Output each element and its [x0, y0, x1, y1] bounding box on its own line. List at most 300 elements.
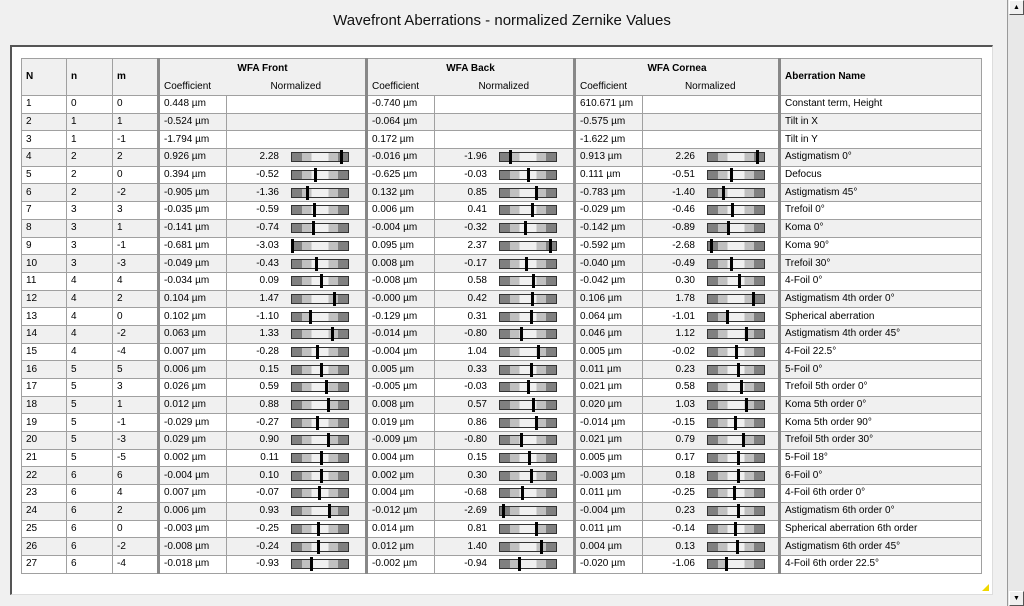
cell-cornea-coefficient: -1.622 µm: [575, 131, 643, 149]
normalized-value-gauge: [435, 309, 573, 325]
normalized-value-gauge: [227, 326, 365, 342]
header-back-normalized: Normalized: [435, 79, 575, 95]
normalized-value-gauge: [435, 326, 573, 342]
cell-front-coefficient: -1.794 µm: [159, 131, 227, 149]
cell-m: 0: [113, 96, 159, 114]
gauge-marker: [530, 363, 533, 377]
gauge-marker: [733, 486, 736, 500]
gauge-bar: [499, 400, 557, 410]
cell-n: 3: [67, 202, 113, 220]
normalized-value-gauge: [227, 362, 365, 378]
cell-m: -2: [113, 538, 159, 556]
cell-cornea-coefficient: 0.913 µm: [575, 149, 643, 167]
cell-n: 4: [67, 325, 113, 343]
normalized-value-gauge: [435, 556, 573, 572]
cell-N: 5: [22, 166, 67, 184]
cell-cornea-normalized: [643, 113, 780, 131]
cell-N: 26: [22, 538, 67, 556]
gauge-marker: [535, 416, 538, 430]
normalized-value: -0.24: [256, 540, 279, 552]
table-row[interactable]: [22, 96, 982, 114]
cell-n: 5: [67, 414, 113, 432]
table-row[interactable]: [22, 219, 982, 237]
gauge-marker: [316, 416, 319, 430]
table-row[interactable]: [22, 343, 982, 361]
cell-back-coefficient: -0.625 µm: [367, 166, 435, 184]
table-row[interactable]: [22, 414, 982, 432]
cell-front-coefficient: -0.029 µm: [159, 414, 227, 432]
table-row[interactable]: [22, 502, 982, 520]
normalized-value-gauge: [643, 291, 778, 307]
normalized-value: 1.04: [467, 345, 487, 357]
cell-cornea-normalized: [643, 202, 780, 220]
gauge-bar: [707, 471, 765, 481]
normalized-value: 0.13: [675, 540, 695, 552]
gauge-bar: [707, 223, 765, 233]
cell-cornea-coefficient: -0.040 µm: [575, 255, 643, 273]
cell-cornea-coefficient: 0.005 µm: [575, 449, 643, 467]
normalized-value-gauge: [435, 185, 573, 201]
gauge-marker: [291, 239, 294, 253]
normalized-value: 1.47: [259, 292, 279, 304]
cell-aberration-name: Koma 90°: [780, 237, 982, 255]
cell-cornea-coefficient: 0.046 µm: [575, 325, 643, 343]
cell-cornea-coefficient: 0.021 µm: [575, 379, 643, 397]
table-row[interactable]: [22, 131, 982, 149]
cell-back-coefficient: 0.004 µm: [367, 449, 435, 467]
normalized-value: -0.02: [672, 345, 695, 357]
cell-cornea-normalized: [643, 131, 780, 149]
cell-m: 6: [113, 467, 159, 485]
gauge-marker: [530, 469, 533, 483]
cell-aberration-name: Trefoil 30°: [780, 255, 982, 273]
cell-cornea-normalized: [643, 237, 780, 255]
cell-front-coefficient: -0.681 µm: [159, 237, 227, 255]
table-row[interactable]: [22, 485, 982, 503]
cell-cornea-normalized: [643, 379, 780, 397]
cell-front-normalized: [227, 219, 367, 237]
cell-front-coefficient: 0.006 µm: [159, 361, 227, 379]
cell-cornea-normalized: [643, 396, 780, 414]
normalized-value: -0.80: [464, 434, 487, 446]
cell-front-normalized: [227, 237, 367, 255]
cell-m: 1: [113, 219, 159, 237]
normalized-value-gauge: [643, 256, 778, 272]
cell-back-normalized: [435, 255, 575, 273]
header-cornea-coefficient: Coefficient: [575, 79, 643, 95]
cell-cornea-coefficient: 0.005 µm: [575, 343, 643, 361]
cell-m: 0: [113, 166, 159, 184]
gauge-bar: [707, 276, 765, 286]
normalized-value: 0.10: [259, 469, 279, 481]
gauge-bar: [291, 259, 349, 269]
cell-m: 1: [113, 113, 159, 131]
normalized-value-gauge: [227, 539, 365, 555]
header-aberration-name: Aberration Name: [780, 59, 982, 96]
cell-front-coefficient: 0.007 µm: [159, 343, 227, 361]
cell-back-normalized: [435, 555, 575, 573]
table-row[interactable]: [22, 555, 982, 573]
table-row[interactable]: [22, 166, 982, 184]
cell-front-coefficient: 0.926 µm: [159, 149, 227, 167]
cell-n: 2: [67, 149, 113, 167]
cell-n: 6: [67, 538, 113, 556]
gauge-bar: [707, 205, 765, 215]
cell-m: 3: [113, 379, 159, 397]
header-wfa-cornea: WFA Cornea: [575, 59, 780, 80]
cell-m: 2: [113, 290, 159, 308]
cell-cornea-normalized: [643, 184, 780, 202]
cell-front-normalized: [227, 149, 367, 167]
cell-back-coefficient: -0.005 µm: [367, 379, 435, 397]
normalized-value: 0.79: [675, 434, 695, 446]
gauge-bar: [499, 506, 557, 516]
cell-cornea-normalized: [643, 272, 780, 290]
gauge-bar: [291, 170, 349, 180]
normalized-value: -3.03: [256, 239, 279, 251]
cell-cornea-normalized: [643, 149, 780, 167]
normalized-value-gauge: [435, 379, 573, 395]
gauge-marker: [527, 168, 530, 182]
normalized-value-gauge: [227, 256, 365, 272]
cell-N: 9: [22, 237, 67, 255]
cell-m: 4: [113, 272, 159, 290]
cell-aberration-name: 4-Foil 6th order 22.5°: [780, 555, 982, 573]
cell-front-normalized: [227, 255, 367, 273]
gauge-bar: [291, 365, 349, 375]
gauge-bar: [291, 559, 349, 569]
cell-m: -1: [113, 237, 159, 255]
cell-front-normalized: [227, 449, 367, 467]
table-row[interactable]: [22, 325, 982, 343]
gauge-marker: [532, 274, 535, 288]
cell-aberration-name: Trefoil 0°: [780, 202, 982, 220]
gauge-bar: [707, 418, 765, 428]
normalized-value: -1.10: [256, 310, 279, 322]
cell-n: 6: [67, 485, 113, 503]
normalized-value: -0.28: [256, 345, 279, 357]
cell-back-coefficient: 0.005 µm: [367, 361, 435, 379]
cell-back-coefficient: -0.014 µm: [367, 325, 435, 343]
cell-m: -1: [113, 414, 159, 432]
gauge-bar: [499, 488, 557, 498]
gauge-bar: [707, 542, 765, 552]
gauge-marker: [730, 168, 733, 182]
cell-front-coefficient: 0.104 µm: [159, 290, 227, 308]
normalized-value: 0.93: [259, 505, 279, 517]
normalized-value-gauge: [643, 432, 778, 448]
header-n: n: [67, 59, 113, 96]
normalized-value-gauge: [435, 468, 573, 484]
table-row[interactable]: [22, 255, 982, 273]
cell-front-normalized: [227, 96, 367, 114]
cell-cornea-normalized: [643, 502, 780, 520]
cell-cornea-normalized: [643, 343, 780, 361]
cell-cornea-coefficient: 0.004 µm: [575, 538, 643, 556]
gauge-marker: [317, 522, 320, 536]
cell-cornea-normalized: [643, 449, 780, 467]
normalized-value: -0.89: [672, 222, 695, 234]
cell-N: 13: [22, 308, 67, 326]
gauge-bar: [707, 347, 765, 357]
table-row[interactable]: [22, 149, 982, 167]
normalized-value-gauge: [435, 539, 573, 555]
gauge-marker: [734, 522, 737, 536]
cell-back-normalized: [435, 396, 575, 414]
cell-front-normalized: [227, 272, 367, 290]
normalized-value-gauge: [435, 202, 573, 218]
cell-back-normalized: [435, 237, 575, 255]
cell-m: 0: [113, 520, 159, 538]
cell-front-normalized: [227, 325, 367, 343]
normalized-value-gauge: [227, 220, 365, 236]
gauge-bar: [291, 435, 349, 445]
table-row[interactable]: [22, 308, 982, 326]
gauge-marker: [549, 239, 552, 253]
cell-back-normalized: [435, 379, 575, 397]
table-row[interactable]: [22, 237, 982, 255]
cell-n: 4: [67, 272, 113, 290]
normalized-value: 0.30: [675, 275, 695, 287]
gauge-bar: [499, 152, 557, 162]
normalized-value: 0.88: [259, 399, 279, 411]
gauge-bar: [499, 259, 557, 269]
gauge-bar: [499, 347, 557, 357]
gauge-marker: [320, 363, 323, 377]
gauge-marker: [525, 257, 528, 271]
table-row[interactable]: [22, 202, 982, 220]
gauge-bar: [707, 259, 765, 269]
cell-back-normalized: [435, 414, 575, 432]
vertical-scrollbar[interactable]: [1007, 0, 1024, 606]
normalized-value: 0.58: [675, 381, 695, 393]
page-title: Wavefront Aberrations - normalized Zernike Values: [333, 12, 671, 29]
table-row[interactable]: [22, 361, 982, 379]
gauge-bar: [707, 559, 765, 569]
gauge-marker: [710, 239, 713, 253]
table-row[interactable]: [22, 113, 982, 131]
gauge-marker: [320, 469, 323, 483]
cell-front-normalized: [227, 131, 367, 149]
cell-front-normalized: [227, 396, 367, 414]
normalized-value: 2.37: [467, 239, 487, 251]
cell-m: 2: [113, 149, 159, 167]
normalized-value: -1.06: [672, 558, 695, 570]
header-back-coefficient: Coefficient: [367, 79, 435, 95]
normalized-value-gauge: [435, 256, 573, 272]
normalized-value: -0.25: [256, 522, 279, 534]
cell-aberration-name: Astigmatism 6th order 0°: [780, 502, 982, 520]
gauge-bar: [291, 329, 349, 339]
cell-front-normalized: [227, 166, 367, 184]
normalized-value-gauge: [435, 149, 573, 165]
scroll-down-button[interactable]: [1009, 591, 1024, 606]
cell-m: -4: [113, 555, 159, 573]
cell-back-coefficient: -0.012 µm: [367, 502, 435, 520]
normalized-value: 0.23: [675, 363, 695, 375]
gauge-bar: [291, 294, 349, 304]
normalized-value: 1.33: [259, 328, 279, 340]
gauge-bar: [499, 471, 557, 481]
table-row[interactable]: [22, 432, 982, 450]
cell-N: 7: [22, 202, 67, 220]
normalized-value: -0.32: [464, 222, 487, 234]
normalized-value: -0.94: [464, 558, 487, 570]
cell-m: -4: [113, 343, 159, 361]
cell-back-normalized: [435, 449, 575, 467]
cell-front-coefficient: 0.007 µm: [159, 485, 227, 503]
cell-back-coefficient: 0.014 µm: [367, 520, 435, 538]
gauge-marker: [325, 380, 328, 394]
normalized-value: -1.40: [672, 186, 695, 198]
normalized-value-gauge: [435, 291, 573, 307]
cell-cornea-coefficient: 0.011 µm: [575, 520, 643, 538]
normalized-value-gauge: [435, 503, 573, 519]
cell-N: 20: [22, 432, 67, 450]
cell-aberration-name: Tilt in X: [780, 113, 982, 131]
cell-N: 25: [22, 520, 67, 538]
table-row[interactable]: [22, 467, 982, 485]
cell-front-coefficient: -0.905 µm: [159, 184, 227, 202]
normalized-value-gauge: [643, 326, 778, 342]
cell-cornea-coefficient: 0.021 µm: [575, 432, 643, 450]
normalized-value-gauge: [435, 521, 573, 537]
cell-cornea-coefficient: 0.111 µm: [575, 166, 643, 184]
cell-front-normalized: [227, 432, 367, 450]
header-front-coefficient: Coefficient: [159, 79, 227, 95]
cell-back-normalized: [435, 272, 575, 290]
gauge-marker: [316, 345, 319, 359]
cell-back-normalized: [435, 149, 575, 167]
cell-back-normalized: [435, 290, 575, 308]
cell-back-normalized: [435, 343, 575, 361]
normalized-value: -1.96: [464, 151, 487, 163]
normalized-value-gauge: [435, 273, 573, 289]
gauge-marker: [735, 345, 738, 359]
gauge-marker: [327, 398, 330, 412]
cell-back-coefficient: -0.000 µm: [367, 290, 435, 308]
normalized-value-gauge: [227, 450, 365, 466]
table-row[interactable]: [22, 379, 982, 397]
table-row[interactable]: [22, 272, 982, 290]
cell-m: 1: [113, 396, 159, 414]
cell-front-coefficient: 0.012 µm: [159, 396, 227, 414]
cell-back-coefficient: -0.008 µm: [367, 272, 435, 290]
cell-cornea-normalized: [643, 538, 780, 556]
gauge-bar: [499, 382, 557, 392]
cell-back-normalized: [435, 325, 575, 343]
normalized-value: 0.85: [467, 186, 487, 198]
cell-back-coefficient: 0.019 µm: [367, 414, 435, 432]
gauge-bar: [707, 152, 765, 162]
gauge-marker: [331, 327, 334, 341]
gauge-bar: [499, 294, 557, 304]
cell-m: 0: [113, 308, 159, 326]
cell-cornea-normalized: [643, 308, 780, 326]
gauge-marker: [535, 186, 538, 200]
normalized-value-gauge: [227, 149, 365, 165]
cell-N: 19: [22, 414, 67, 432]
gauge-marker: [518, 557, 521, 571]
cell-front-coefficient: -0.141 µm: [159, 219, 227, 237]
cell-n: 6: [67, 555, 113, 573]
gauge-bar: [707, 188, 765, 198]
table-row[interactable]: [22, 396, 982, 414]
scroll-up-button[interactable]: [1009, 0, 1024, 15]
gauge-bar: [291, 488, 349, 498]
normalized-value: 0.11: [260, 452, 279, 464]
cell-front-coefficient: 0.102 µm: [159, 308, 227, 326]
cell-n: 5: [67, 432, 113, 450]
normalized-value-gauge: [435, 167, 573, 183]
normalized-value: -0.03: [464, 169, 487, 181]
gauge-marker: [320, 451, 323, 465]
cell-back-normalized: [435, 184, 575, 202]
table-row[interactable]: [22, 538, 982, 556]
gauge-bar: [707, 294, 765, 304]
cell-front-normalized: [227, 308, 367, 326]
cell-front-normalized: [227, 502, 367, 520]
normalized-value-gauge: [435, 432, 573, 448]
gauge-marker: [540, 540, 543, 554]
cell-cornea-coefficient: 0.020 µm: [575, 396, 643, 414]
cell-cornea-coefficient: 0.011 µm: [575, 361, 643, 379]
cell-front-coefficient: -0.034 µm: [159, 272, 227, 290]
normalized-value-gauge: [643, 521, 778, 537]
normalized-value-gauge: [435, 238, 573, 254]
cell-aberration-name: Koma 5th order 90°: [780, 414, 982, 432]
normalized-value-gauge: [643, 202, 778, 218]
cell-cornea-normalized: [643, 219, 780, 237]
gauge-bar: [499, 542, 557, 552]
table-row[interactable]: [22, 290, 982, 308]
cell-front-normalized: [227, 343, 367, 361]
cell-aberration-name: Astigmatism 6th order 45°: [780, 538, 982, 556]
normalized-value: 0.57: [467, 399, 487, 411]
normalized-value: 0.58: [467, 275, 487, 287]
gauge-marker: [509, 150, 512, 164]
resize-grip-icon[interactable]: [982, 584, 989, 591]
table-row[interactable]: [22, 520, 982, 538]
table-row[interactable]: [22, 449, 982, 467]
gauge-bar: [499, 435, 557, 445]
gauge-marker: [328, 504, 331, 518]
gauge-bar: [291, 506, 349, 516]
gauge-bar: [707, 170, 765, 180]
gauge-bar: [291, 205, 349, 215]
normalized-value: -0.15: [672, 416, 695, 428]
cell-front-coefficient: 0.448 µm: [159, 96, 227, 114]
cell-n: 4: [67, 290, 113, 308]
cell-aberration-name: 6-Foil 0°: [780, 467, 982, 485]
normalized-value: -2.68: [672, 239, 695, 251]
cell-cornea-normalized: [643, 414, 780, 432]
cell-cornea-coefficient: -0.004 µm: [575, 502, 643, 520]
normalized-value: -0.74: [256, 222, 279, 234]
cell-back-coefficient: 0.095 µm: [367, 237, 435, 255]
gauge-bar: [499, 312, 557, 322]
table-row[interactable]: [22, 184, 982, 202]
normalized-value: 0.31: [467, 310, 487, 322]
cell-cornea-normalized: [643, 520, 780, 538]
cell-N: 6: [22, 184, 67, 202]
cell-back-normalized: [435, 113, 575, 131]
cell-front-normalized: [227, 113, 367, 131]
cell-back-coefficient: -0.004 µm: [367, 343, 435, 361]
gauge-bar: [707, 453, 765, 463]
normalized-value-gauge: [227, 309, 365, 325]
cell-n: 1: [67, 113, 113, 131]
